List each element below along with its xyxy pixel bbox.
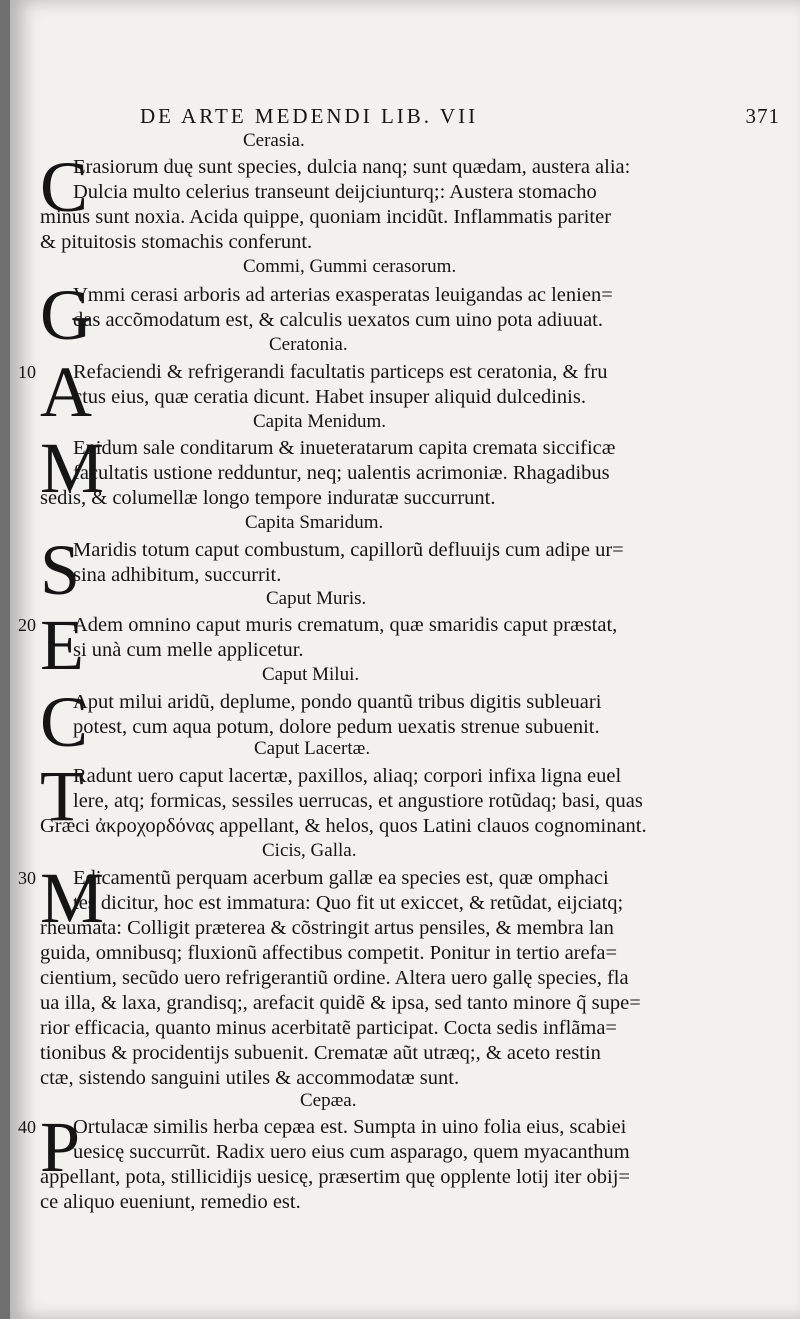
text-line: tionibus & procidentijs subuenit. Crematæ aũt utræq;, & aceto restin: [40, 1042, 601, 1064]
entry-heading: Ceratonia.: [269, 334, 348, 355]
entry-cepaea: [18, 1107, 690, 1215]
text-line: Adem omnino caput muris crematum, quæ smaridis caput præstat,: [73, 614, 618, 636]
line-number: 30: [18, 868, 36, 888]
drop-cap: E: [40, 605, 84, 685]
running-header: [140, 104, 780, 129]
text-line: ctus eius, quæ ceratia dicunt. Habet insuper aliquid dulcedinis.: [73, 386, 586, 408]
text-line: sina adhibitum, succurrit.: [73, 564, 282, 586]
drop-cap: M: [40, 428, 105, 508]
drop-cap: P: [40, 1107, 81, 1187]
text-line: rheumata: Colligit præterea & cõstringit artus pensiles, & membra lan: [40, 917, 614, 939]
line-number: 10: [18, 362, 36, 382]
text-line: Ortulacæ similis herba cepæa est. Sumpta in uino folia eius, scabiei: [73, 1116, 627, 1138]
text-line: si unà cum melle applicetur.: [73, 639, 304, 661]
drop-cap: C: [40, 147, 89, 227]
entry-heading: Caput Milui.: [262, 664, 360, 685]
line-number: 40: [18, 1117, 36, 1137]
text-line: & pituitosis stomachis conferunt.: [40, 231, 313, 253]
entry-heading: Capita Menidum.: [253, 411, 386, 432]
entry-cerasia: [40, 147, 690, 255]
text-line: Dulcia multo celerius transeunt deijciunturq;: Austera stomacho: [73, 181, 597, 203]
text-line: rior efficacia, quanto minus acerbitatẽ participat. Cocta sedis inflãma=: [40, 1017, 617, 1039]
text-line: Erasiorum duę sunt species, dulcia nanq; sunt quædam, austera alia:: [73, 156, 631, 178]
text-line: das accõmodatum est, & calculis uexatos cum uino pota adiuuat.: [73, 309, 604, 331]
text-line: facultatis ustione redduntur, neq; ualentis acrimoniæ. Rhagadibus: [73, 462, 610, 484]
drop-cap: A: [40, 352, 92, 432]
text-line: ce aliquo eueniunt, remedio est.: [40, 1191, 301, 1213]
text-line: Enidum sale conditarum & inueteratarum capita cremata siccificæ: [73, 437, 616, 459]
running-title: DE ARTE MEDENDI LIB. VII: [140, 104, 479, 128]
entry-caput-lacertae: [40, 756, 690, 839]
text-line: sedis, & columellæ longo tempore induratæ succurrunt.: [40, 487, 496, 509]
entry-heading: Commi, Gummi cerasorum.: [243, 256, 457, 277]
entry-heading: Capita Smaridum.: [245, 512, 384, 533]
entry-heading: Caput Muris.: [266, 588, 367, 609]
text-line: guida, omnibusq; fluxionũ affectibus competit. Ponitur in tertio arefa=: [40, 942, 618, 964]
text-line: cientium, secũdo uero refrigerantiũ ordine. Altera uero gallę species, fla: [40, 967, 629, 989]
drop-cap: T: [40, 756, 84, 836]
text-line: Græci ἀκροχορδόνας appellant, & helos, quos Latini clauos cognominant.: [40, 815, 647, 837]
drop-cap: M: [40, 858, 105, 938]
text-line: minus sunt noxia. Acida quippe, quoniam incidũt. Inflammatis pariter: [40, 206, 612, 228]
text-line: tes dicitur, hoc est immatura: Quo fit ut exiccet, & retũdat, eijciatq;: [73, 892, 624, 914]
text-line: appellant, pota, stillicidijs uesicę, præsertim quę opplente lotij iter obij=: [40, 1166, 630, 1188]
text-line: ctæ, sistendo sanguini utiles & accommodatæ sunt.: [40, 1067, 460, 1089]
text-line: ua illa, & laxa, grandisq;, arefacit quidẽ & ipsa, sed tanto minore q̃ supe=: [40, 992, 641, 1014]
entry-heading: Cerasia.: [243, 130, 305, 151]
entry-cicis-galla: [18, 858, 690, 1091]
drop-cap: G: [40, 275, 92, 355]
text-line: Maridis totum caput combustum, capillorũ defluuijs cum adipe ur=: [73, 539, 624, 561]
text-line: potest, cum aqua potum, dolore pedum uexatis strenue subuenit.: [73, 716, 600, 738]
text-line: lere, atq; formicas, sessiles uerrucas, et angustiore rotũdaq; basi, quas: [73, 790, 643, 812]
text-line: Radunt uero caput lacertæ, paxillos, aliaq; corpori infixa ligna euel: [73, 765, 622, 787]
folio-number: 371: [745, 104, 780, 128]
text-line: Aput milui aridũ, deplume, pondo quantũ tribus digitis subleuari: [73, 691, 602, 713]
text-line: Vmmi cerasi arboris ad arterias exasperatas leuigandas ac lenien=: [73, 284, 613, 306]
line-number: 20: [18, 615, 36, 635]
entry-capita-menidum: [40, 428, 690, 511]
entry-heading: Cicis, Galla.: [262, 840, 357, 861]
text-line: Edicamentũ perquam acerbum gallæ ea species est, quæ omphaci: [73, 867, 609, 889]
text-line: uesicę succurrũt. Radix uero eius cum asparago, quem myacanthum: [73, 1141, 630, 1163]
entry-heading: Cepæa.: [300, 1090, 357, 1111]
book-page: [10, 0, 800, 1319]
entry-heading: Caput Lacertæ.: [254, 738, 371, 759]
drop-cap: S: [40, 530, 81, 610]
text-line: Refaciendi & refrigerandi facultatis particeps est ceratonia, & fru: [73, 361, 608, 383]
drop-cap: C: [40, 682, 89, 762]
